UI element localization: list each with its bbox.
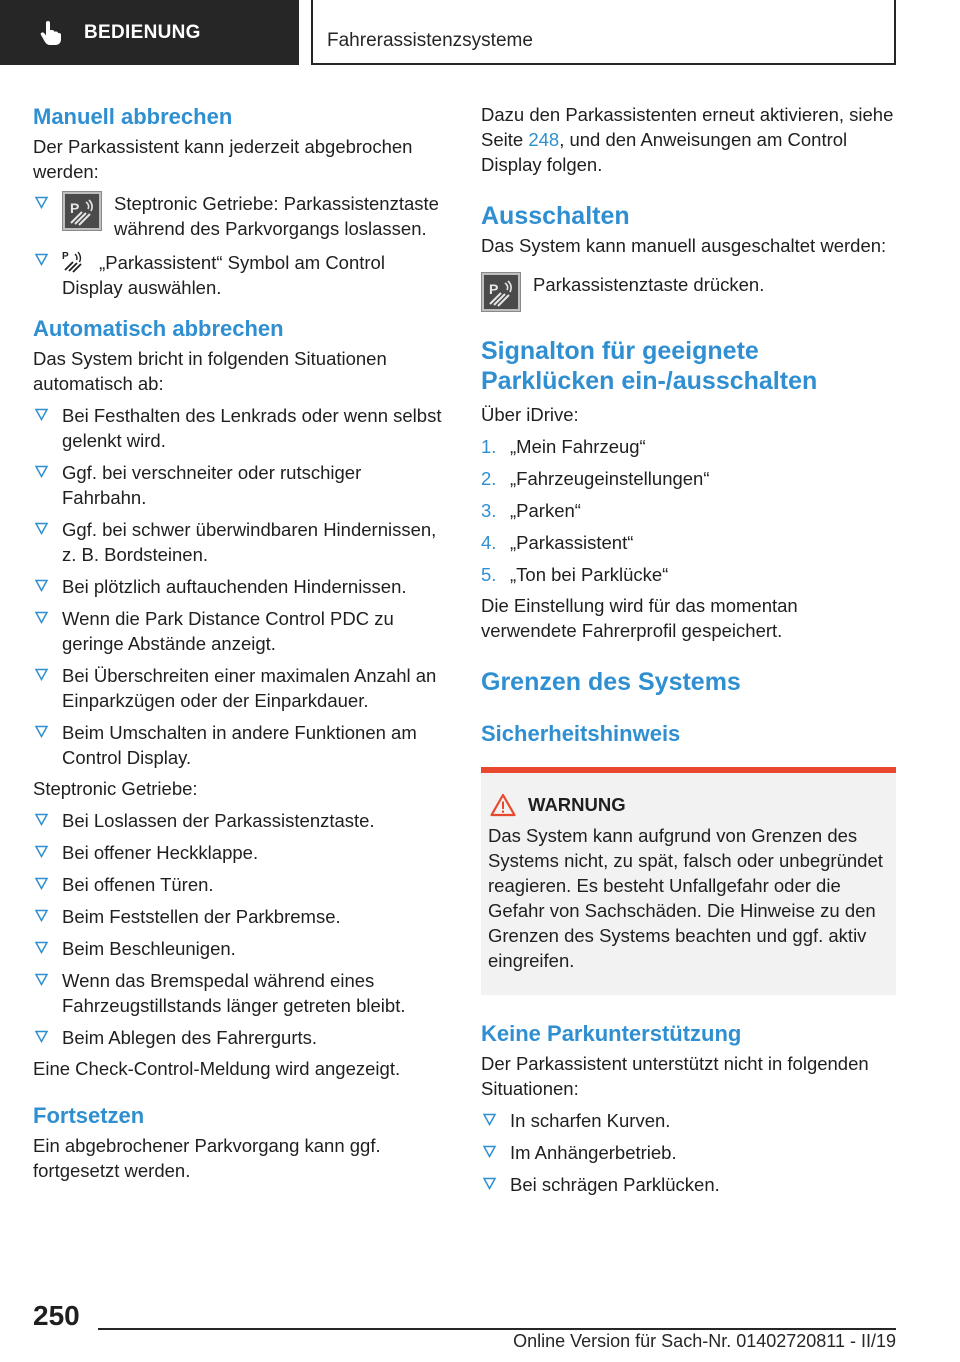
footer-divider — [98, 1328, 896, 1330]
left-column — [33, 102, 448, 1183]
list-item-text: Ggf. bei verschneiter oder rutschiger Fahrbahn. — [62, 462, 362, 508]
list-item-text: In scharfen Kurven. — [510, 1110, 671, 1131]
list-item — [481, 466, 896, 491]
list-item — [33, 574, 448, 599]
step-text: „Parkassistent“ — [510, 532, 634, 553]
list-item — [33, 904, 448, 929]
step-text: „Ton bei Parklücke“ — [510, 564, 669, 585]
manual-cancel-item-1: Steptronic Getriebe: Parkassistenztaste während des Parkvorgangs loslassen. — [114, 193, 439, 239]
list-item — [481, 562, 896, 587]
list-item-text: Bei schrägen Parklücken. — [510, 1174, 720, 1195]
list-item-text: Bei offener Heckklappe. — [62, 842, 259, 863]
triangle-bullet-icon — [35, 611, 48, 624]
list-item-text: Bei offenen Türen. — [62, 874, 214, 895]
switch-off-step — [481, 272, 896, 312]
check-control-text: Eine Check-Control-Meldung wird angezeigt. — [33, 1058, 401, 1079]
manual-cancel-list — [33, 191, 448, 300]
switch-off-step-text: Parkassistenztaste drücken. — [533, 274, 765, 295]
heading-switch-off: Ausschalten — [481, 202, 630, 230]
warning-text: Das System kann aufgrund von Grenzen des Systems nicht, zu spät, falsch oder unbegründet reagieren. Es besteht Unfallgefahr oder die Gefahr von Sachschäden. Die Hinweise zu den Grenzen des Systems beachten und ggf. aktiv eingreifen. — [488, 825, 883, 971]
list-item — [33, 968, 448, 1018]
list-item — [33, 808, 448, 833]
step-text: „Fahrzeugeinstellungen“ — [510, 468, 710, 489]
list-item — [33, 191, 448, 241]
list-item-text: Ggf. bei schwer überwindbaren Hindernissen, z. B. Bordsteinen. — [62, 519, 437, 565]
triangle-bullet-icon — [35, 196, 48, 209]
triangle-bullet-icon — [35, 845, 48, 858]
no-support-list — [481, 1108, 896, 1197]
list-item-text: Beim Beschleunigen. — [62, 938, 236, 959]
list-item-text: Bei Überschreiten einer maximalen Anzahl an Einparkzügen oder der Einparkdauer. — [62, 665, 437, 711]
list-item-text: Bei Loslassen der Parkassistenztaste. — [62, 810, 375, 831]
heading-signal-tone: Signalton für geeignete Parklücken ein-/ausschalten — [481, 337, 818, 395]
list-item — [33, 663, 448, 713]
section-label: BEDIENUNG — [84, 21, 201, 43]
triangle-bullet-icon — [483, 1177, 496, 1190]
list-item — [33, 936, 448, 961]
heading-continue: Fortsetzen — [33, 1103, 145, 1128]
warning-box — [481, 767, 896, 995]
list-item — [481, 530, 896, 555]
continue-text-part: , und den Anweisungen am Control Display folgen. — [481, 129, 848, 175]
list-item — [33, 403, 448, 453]
triangle-bullet-icon — [35, 253, 48, 266]
right-column — [481, 102, 896, 1197]
list-item-text: Wenn das Bremspedal während eines Fahrzeugstillstands länger getreten bleibt. — [62, 970, 406, 1016]
triangle-bullet-icon — [35, 522, 48, 535]
continue-text: Ein abgebrochener Parkvorgang kann ggf. fortgesetzt werden. — [33, 1135, 381, 1181]
page-number: 250 — [33, 1300, 80, 1331]
step-text: „Mein Fahrzeug“ — [510, 436, 646, 457]
triangle-bullet-icon — [35, 909, 48, 922]
list-item — [33, 517, 448, 567]
heading-no-parking-support: Keine Parkunterstützung — [481, 1021, 742, 1046]
list-item — [33, 872, 448, 897]
profile-text: Die Einstellung wird für das momentan verwendete Fahrerprofil gespeichert. — [481, 595, 798, 641]
warning-title-text: WARNUNG — [528, 794, 626, 815]
manual-cancel-text: Der Parkassistent kann jederzeit abgebrochen werden: — [33, 136, 413, 182]
warning-triangle-icon — [490, 793, 516, 817]
heading-system-limits: Grenzen des Systems — [481, 668, 741, 696]
list-item-text: Beim Feststellen der Parkbremse. — [62, 906, 341, 927]
triangle-bullet-icon — [35, 973, 48, 986]
triangle-bullet-icon — [35, 813, 48, 826]
heading-auto-cancel: Automatisch abbrechen — [33, 316, 284, 341]
svg-text:P: P — [62, 251, 69, 262]
triangle-bullet-icon — [35, 408, 48, 421]
step-number: 5. — [481, 564, 497, 585]
footer-version: Online Version für Sach-Nr. 01402720811 - II/19 — [513, 1331, 896, 1351]
triangle-bullet-icon — [35, 668, 48, 681]
step-number: 3. — [481, 500, 497, 521]
step-number: 4. — [481, 532, 497, 553]
warning-title — [488, 793, 889, 817]
triangle-bullet-icon — [35, 1030, 48, 1043]
list-item — [481, 434, 896, 459]
triangle-bullet-icon — [35, 579, 48, 592]
list-item — [33, 1025, 448, 1050]
header-chapter-tab — [311, 0, 896, 65]
list-item — [481, 1108, 896, 1133]
triangle-bullet-icon — [35, 725, 48, 738]
switch-off-text: Das System kann manuell ausgeschaltet werden: — [481, 235, 887, 256]
parking-assistant-button-icon — [481, 272, 521, 312]
triangle-bullet-icon — [483, 1145, 496, 1158]
steptronic-label: Steptronic Getriebe: — [33, 778, 198, 799]
no-support-text: Der Parkassistent unterstützt nicht in folgenden Situationen: — [481, 1053, 869, 1099]
list-item-text: Beim Umschalten in andere Funktionen am Control Display. — [62, 722, 417, 768]
list-item — [33, 460, 448, 510]
list-item-text: Bei plötzlich auftauchenden Hindernissen. — [62, 576, 407, 597]
idrive-steps — [481, 434, 896, 587]
triangle-bullet-icon — [483, 1113, 496, 1126]
chapter-label: Fahrerassistenzsysteme — [327, 30, 533, 51]
list-item — [481, 1172, 896, 1197]
step-number: 2. — [481, 468, 497, 489]
manual-cancel-item-2: „Parkassistent“ Symbol am Control Display auswählen. — [62, 252, 385, 298]
auto-cancel-text: Das System bricht in folgenden Situationen automatisch ab: — [33, 348, 387, 394]
header-section-tab — [0, 0, 299, 65]
triangle-bullet-icon — [35, 465, 48, 478]
steptronic-list — [33, 808, 448, 1050]
svg-text:P: P — [489, 281, 499, 297]
heading-safety-note: Sicherheitshinweis — [481, 721, 681, 746]
continue-text-right — [481, 102, 896, 177]
list-item — [481, 498, 896, 523]
parking-assistant-symbol-icon — [62, 249, 84, 273]
step-number: 1. — [481, 436, 497, 457]
triangle-bullet-icon — [35, 941, 48, 954]
svg-text:P: P — [70, 200, 80, 216]
triangle-bullet-icon — [35, 877, 48, 890]
list-item — [481, 1140, 896, 1165]
list-item — [33, 840, 448, 865]
parking-assistant-button-icon — [62, 191, 102, 231]
list-item-text: Beim Ablegen des Fahrergurts. — [62, 1027, 318, 1048]
page-reference-link[interactable]: 248 — [528, 129, 560, 150]
step-text: „Parken“ — [510, 500, 581, 521]
continue-text-part: Dazu den Parkassistenten erneut aktivieren, siehe Seite — [481, 104, 894, 150]
list-item — [33, 606, 448, 656]
list-item — [33, 248, 448, 300]
auto-cancel-list — [33, 403, 448, 770]
heading-manual-cancel: Manuell abbrechen — [33, 104, 233, 129]
list-item-text: Im Anhängerbetrieb. — [510, 1142, 677, 1163]
list-item-text: Bei Festhalten des Lenkrads oder wenn selbst gelenkt wird. — [62, 405, 442, 451]
list-item-text: Wenn die Park Distance Control PDC zu geringe Abstände anzeigt. — [62, 608, 394, 654]
list-item — [33, 720, 448, 770]
hand-pointer-icon — [40, 21, 62, 45]
idrive-label: Über iDrive: — [481, 404, 579, 425]
